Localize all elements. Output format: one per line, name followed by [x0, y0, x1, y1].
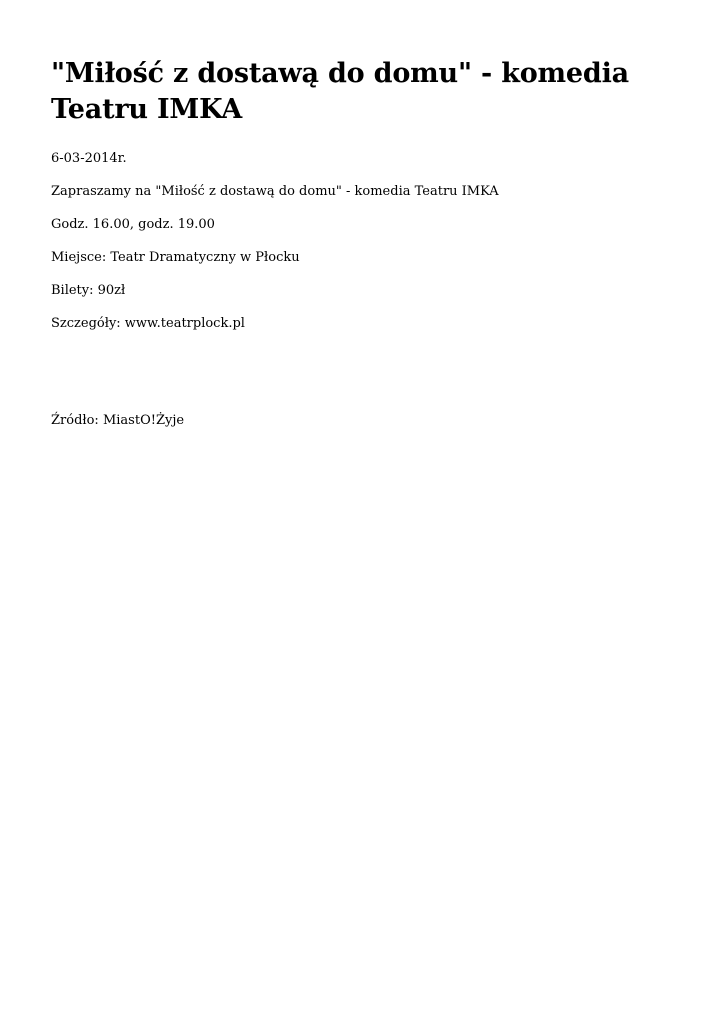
event-details: Szczegóły: www.teatrplock.pl	[51, 316, 245, 331]
article-intro: Zapraszamy na "Miłość z dostawą do domu" - komedia Teatru IMKA	[51, 184, 499, 199]
article-source: Źródło: MiastO!Żyje	[51, 413, 185, 428]
event-tickets: Bilety: 90zł	[51, 283, 126, 298]
article-body	[51, 150, 691, 430]
event-venue: Miejsce: Teatr Dramatyczny w Płocku	[51, 250, 300, 265]
event-hours: Godz. 16.00, godz. 19.00	[51, 217, 215, 232]
blank-space	[51, 348, 691, 412]
article-title: "Miłość z dostawą do domu" - komedia Teatru IMKA	[51, 58, 629, 125]
document-page	[51, 56, 691, 445]
article-date: 6-03-2014r.	[51, 151, 127, 166]
